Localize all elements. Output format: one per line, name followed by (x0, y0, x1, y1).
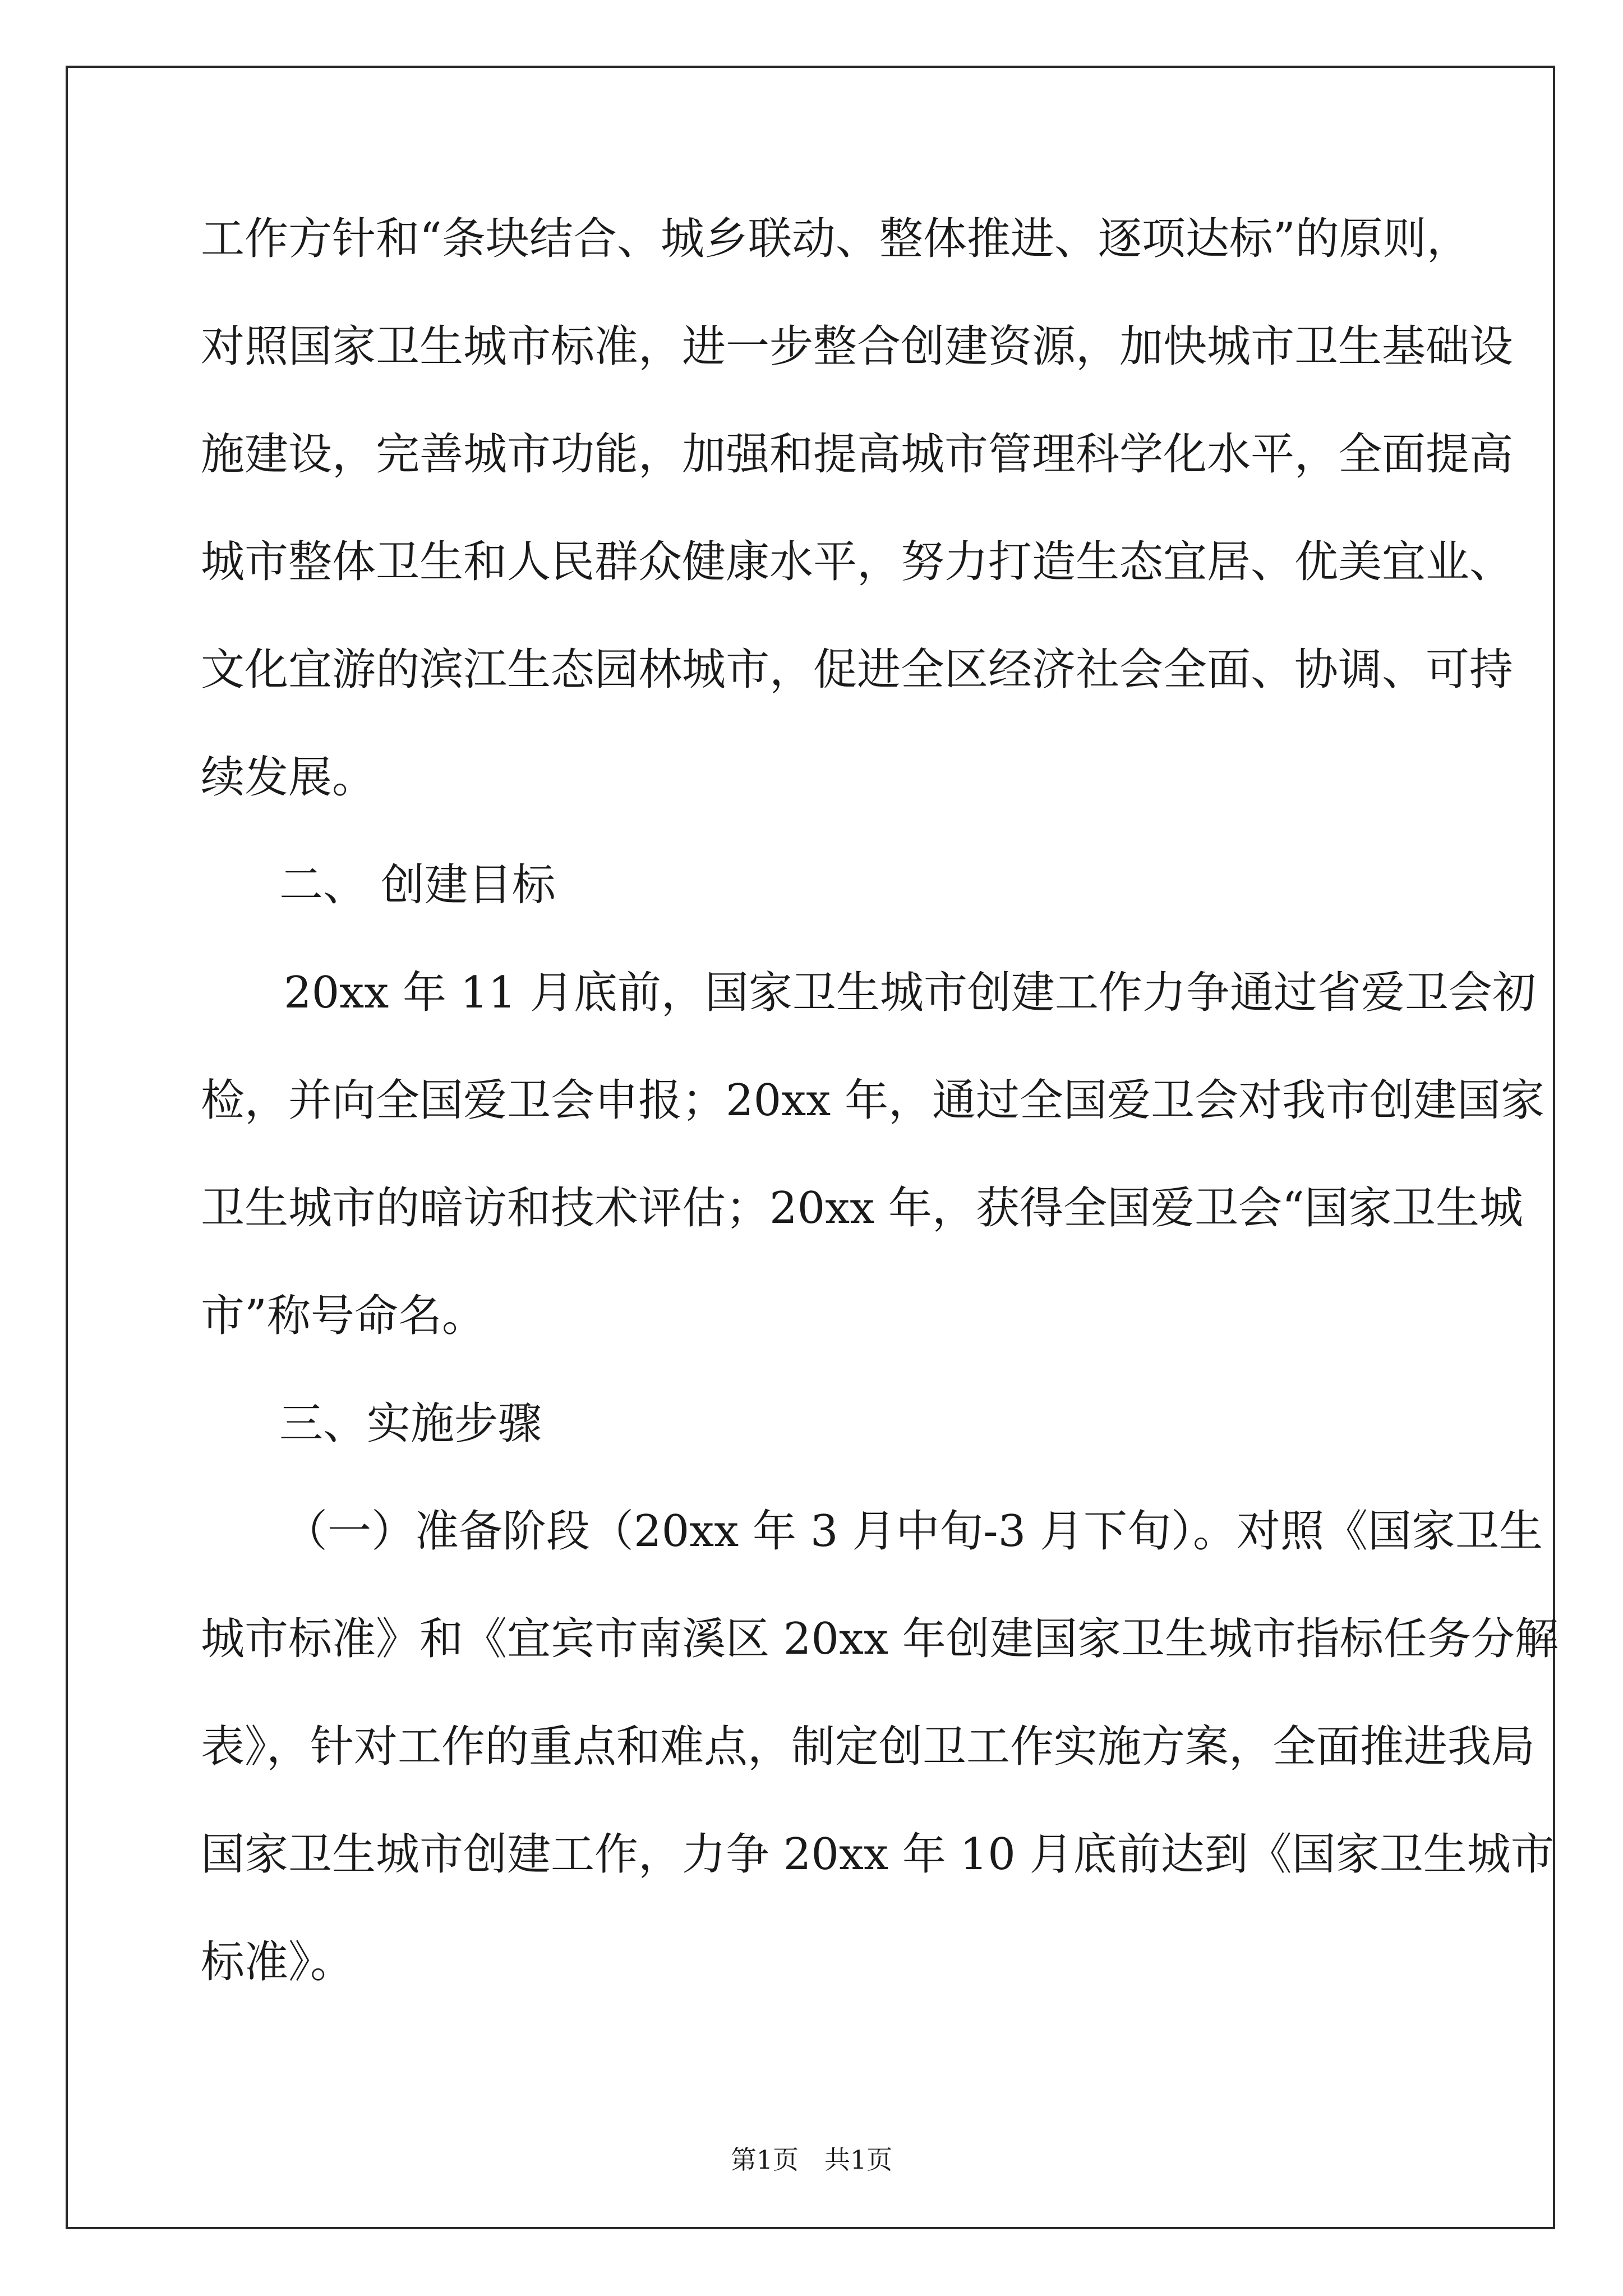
text-line: 检，并向全国爱卫会申报；20xx 年，通过全国爱卫会对我市创建国家 (201, 1075, 1545, 1126)
text-line: 标准》。 (201, 1937, 354, 1987)
section-heading: 三、实施步骤 (279, 1398, 542, 1449)
text-line: 表》，针对工作的重点和难点，制定创卫工作实施方案，全面推进我局 (201, 1722, 1536, 1772)
text-line: 20xx 年 11 月底前，国家卫生城市创建工作力争通过省爱卫会初 (284, 968, 1536, 1018)
section-heading: 二、 创建目标 (279, 860, 556, 910)
text-line: 市”称号命名。 (201, 1291, 486, 1341)
text-line: （一）准备阶段（20xx 年 3 月中旬-3 月下旬）。对照《国家卫生 (284, 1506, 1543, 1557)
text-line: 城市标准》和《宜宾市南溪区 20xx 年创建国家卫生城市指标任务分解 (201, 1614, 1559, 1664)
text-line: 施建设，完善城市功能，加强和提高城市管理科学化水平，全面提高 (201, 429, 1514, 480)
text-line: 对照国家卫生城市标准，进一步整合创建资源，加快城市卫生基础设 (201, 321, 1514, 372)
text-line: 续发展。 (201, 752, 376, 803)
document-body (201, 185, 1559, 2016)
text-line: 国家卫生城市创建工作，力争 20xx 年 10 月底前达到《国家卫生城市 (201, 1829, 1555, 1880)
text-line: 工作方针和“条块结合、城乡联动、整体推进、逐项达标”的原则， (201, 214, 1470, 264)
page-footer: 第1页 共1页 (730, 2145, 893, 2175)
text-line: 城市整体卫生和人民群众健康水平，努力打造生态宜居、优美宜业、 (201, 537, 1514, 587)
text-line: 文化宜游的滨江生态园林城市，促进全区经济社会全面、协调、可持 (201, 645, 1514, 695)
text-line: 卫生城市的暗访和技术评估；20xx 年，获得全国爱卫会“国家卫生城 (201, 1183, 1523, 1234)
